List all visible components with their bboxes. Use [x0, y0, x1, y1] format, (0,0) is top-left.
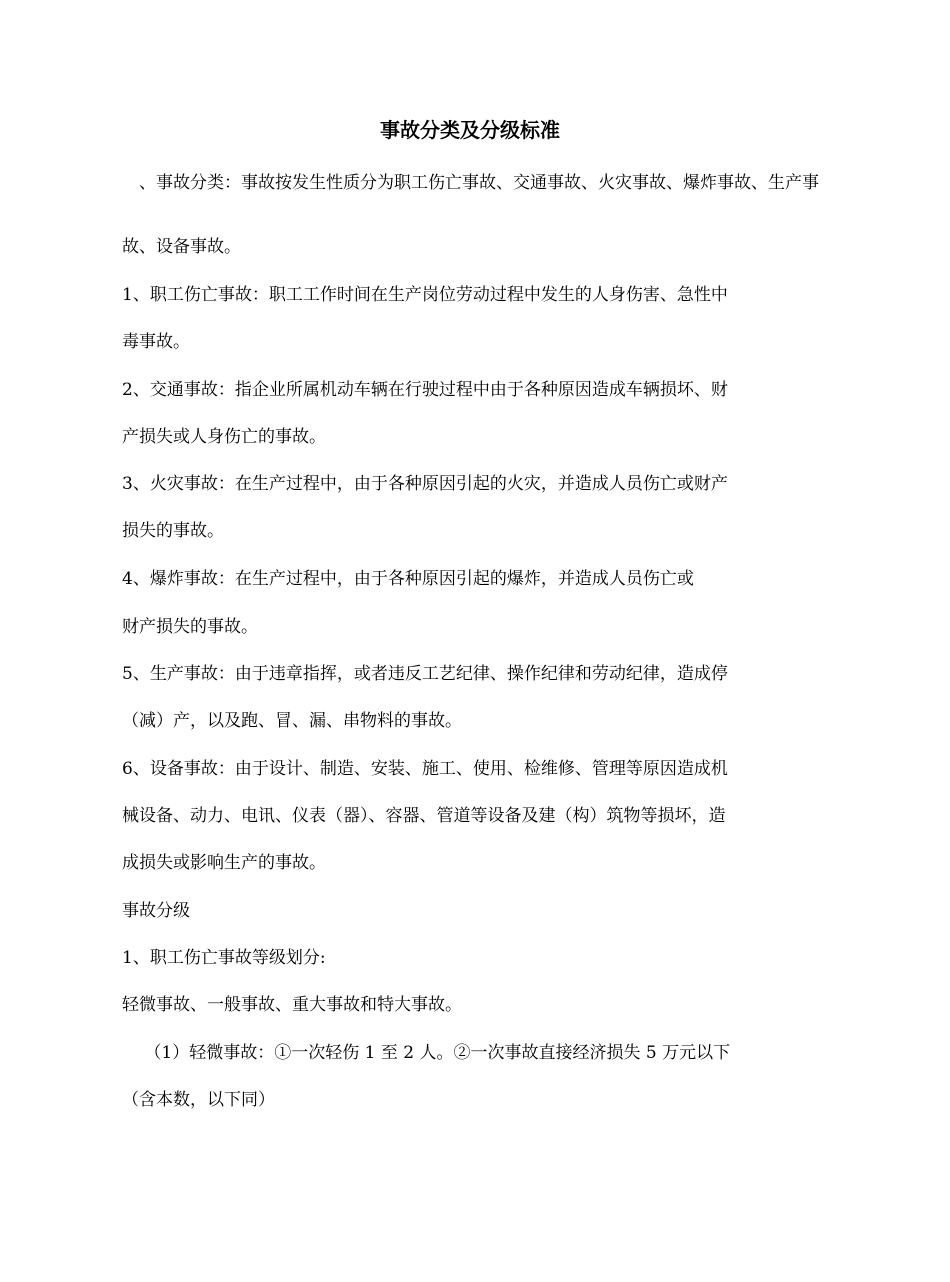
paragraph-line-5: 2、交通事故：指企业所属机动车辆在行驶过程中由于各种原因造成车辆损坏、财 [122, 380, 728, 400]
paragraph-line-8: 损失的事故。 [122, 521, 224, 541]
section-heading: 事故分级 [122, 901, 190, 921]
paragraph-line-17: 1、职工伤亡事故等级划分: [122, 948, 326, 968]
paragraph-line-10: 财产损失的事故。 [122, 617, 258, 637]
paragraph-line-11: 5、生产事故：由于违章指挥，或者违反工艺纪律、操作纪律和劳动纪律，造成停 [122, 664, 728, 684]
paragraph-line-20: （含本数，以下同） [122, 1090, 275, 1110]
paragraph-line-4: 毒事故。 [122, 332, 190, 352]
paragraph-line-1: 、事故分类：事故按发生性质分为职工伤亡事故、交通事故、火灾事故、爆炸事故、生产事 [122, 173, 819, 193]
paragraph-line-9: 4、爆炸事故：在生产过程中，由于各种原因引起的爆炸，并造成人员伤亡或 [122, 569, 694, 589]
paragraph-line-6: 产损失或人身伤亡的事故。 [122, 427, 326, 447]
paragraph-line-12: （减）产，以及跑、冒、漏、串物料的事故。 [122, 711, 462, 731]
paragraph-line-19: （1）轻微事故：①一次轻伤 1 至 2 人。②一次事故直接经济损失 5 万元以下 [122, 1043, 731, 1063]
paragraph-line-13: 6、设备事故：由于设计、制造、安装、施工、使用、检维修、管理等原因造成机 [122, 759, 728, 779]
paragraph-line-2: 故、设备事故。 [122, 237, 241, 257]
paragraph-line-14: 械设备、动力、电讯、仪表（器）、容器、管道等设备及建（构）筑物等损坏，造 [122, 806, 726, 826]
paragraph-line-7: 3、火灾事故：在生产过程中，由于各种原因引起的火灾，并造成人员伤亡或财产 [122, 474, 728, 494]
paragraph-line-15: 成损失或影响生产的事故。 [122, 853, 326, 873]
document-title: 事故分类及分级标准 [380, 118, 560, 142]
paragraph-line-18: 轻微事故、一般事故、重大事故和特大事故。 [122, 995, 462, 1015]
paragraph-line-3: 1、职工伤亡事故：职工工作时间在生产岗位劳动过程中发生的人身伤害、急性中 [122, 285, 728, 305]
